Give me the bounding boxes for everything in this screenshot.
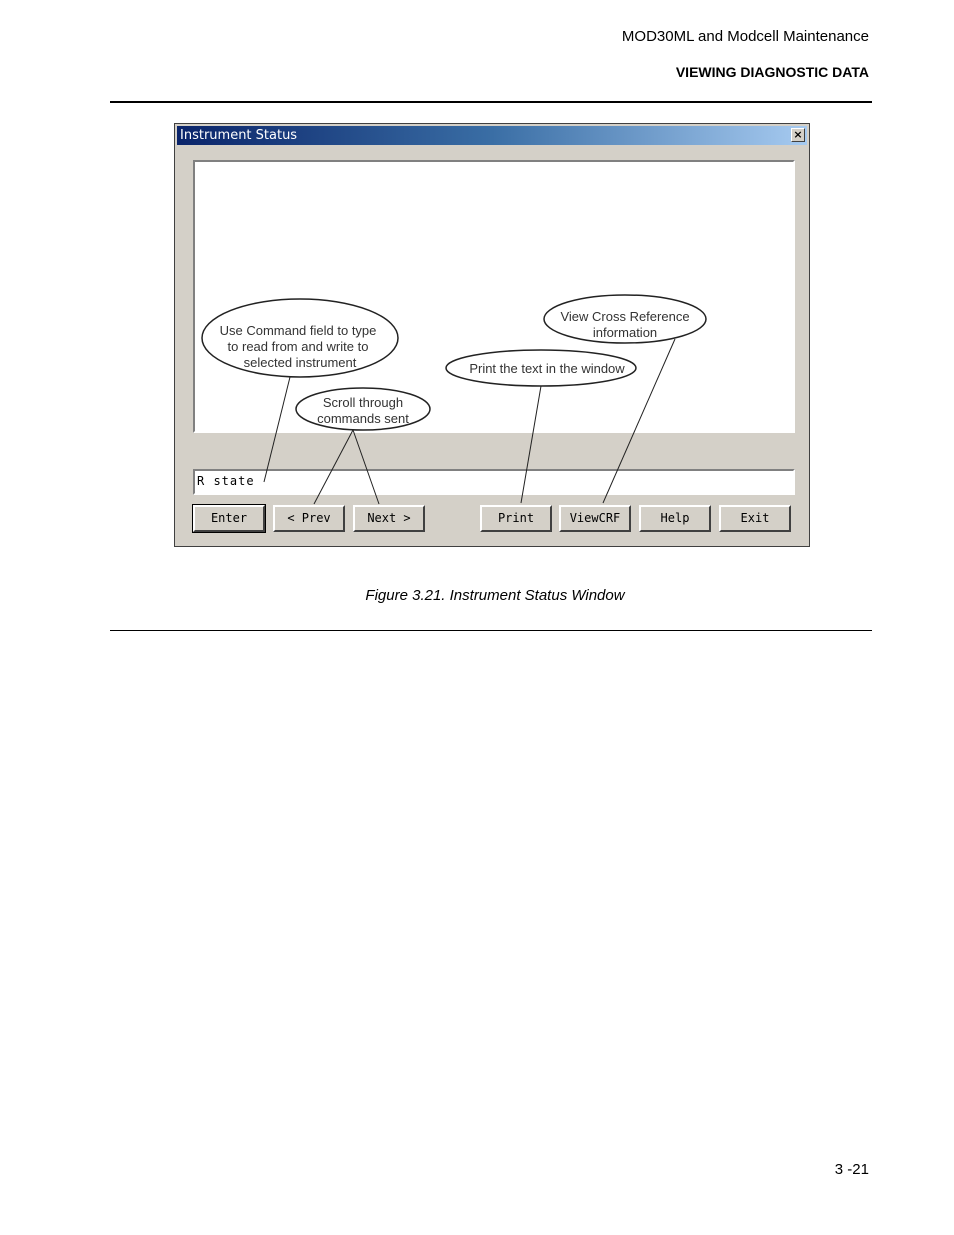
callout-crossref-line2: information [592, 325, 658, 340]
callout-command-line2: to read from and write to [227, 339, 369, 354]
callout-crossref-line1: View Cross Reference [560, 309, 690, 324]
callout-scroll-line1: Scroll through [322, 395, 404, 410]
callout-print [446, 350, 636, 503]
prev-button[interactable]: < Prev [273, 505, 345, 532]
bottom-rule [110, 630, 872, 631]
figure-caption: Figure 3.21. Instrument Status Window [365, 587, 625, 604]
help-button[interactable]: Help [639, 505, 711, 532]
exit-button[interactable]: Exit [719, 505, 791, 532]
callout-command-line3: selected instrument [243, 355, 357, 370]
callout-print-line1: Print the text in the window [469, 361, 625, 376]
document-title: MOD30ML and Modcell Maintenance [621, 28, 869, 45]
callout-command-line1: Use Command field to type [219, 323, 377, 338]
callout-cross-reference [544, 295, 706, 503]
callout-scroll-line2: commands sent [317, 411, 409, 426]
section-title: VIEWING DIAGNOSTIC DATA [675, 64, 869, 80]
next-button[interactable]: Next > [353, 505, 425, 532]
print-button[interactable]: Print [480, 505, 552, 532]
enter-button[interactable]: Enter [193, 505, 265, 532]
page-number: 3 -21 [834, 1161, 869, 1178]
callout-scroll [296, 388, 430, 504]
close-icon[interactable]: × [791, 128, 805, 142]
viewcrf-button[interactable]: ViewCRF [559, 505, 631, 532]
window-title: Instrument Status [180, 128, 298, 143]
command-field[interactable]: R state [193, 469, 795, 495]
